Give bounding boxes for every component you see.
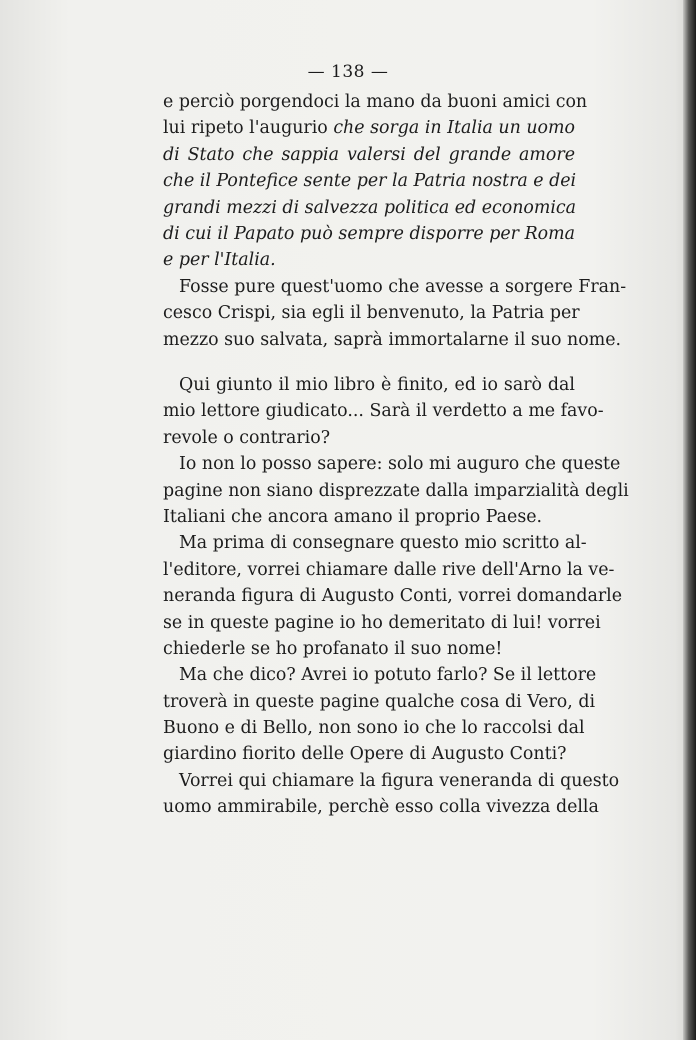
text-line: e perciò porgendoci la mano da buoni amici con	[163, 92, 588, 112]
paragraph-block-2	[163, 372, 629, 821]
text-segment: che sorga in Italia un uomo	[333, 118, 575, 139]
text-line: Ma prima di consegnare questo mio scritto al-	[179, 533, 587, 554]
text-line: e per l'Italia.	[163, 250, 276, 271]
text-segment: lui ripeto l'augurio	[163, 118, 334, 139]
text-line: Vorrei qui chiamare la figura veneranda di questo	[179, 770, 620, 791]
page-edge-shadow	[683, 0, 696, 1040]
text-line: che il Pontefice sente per la Patria nostra e dei	[163, 171, 577, 192]
text-line: giardino fiorito delle Opere di Augusto Conti?	[163, 744, 567, 765]
text-line: troverà in queste pagine qualche cosa di Vero, di	[163, 691, 596, 712]
text-line: grandi mezzi di salvezza politica ed economica	[163, 197, 577, 218]
text-line: mio lettore giudicato... Sarà il verdetto a me favo-	[163, 401, 604, 422]
text-line: di cui il Papato può sempre disporre per Roma	[163, 223, 575, 244]
text-line: l'editore, vorrei chiamare dalle rive dell'Arno la ve-	[163, 559, 615, 580]
text-line: uomo ammirabile, perchè esso colla vivezza della	[163, 797, 599, 818]
text-line: di Stato che sappia valersi del grande amore	[163, 144, 575, 165]
text-line: Buono e di Bello, non sono io che lo raccolsi dal	[163, 718, 585, 739]
text-line: chiederle se ho profanato il suo nome!	[163, 638, 503, 659]
text-line: Ma che dico? Avrei io potuto farlo? Se il lettore	[179, 665, 597, 686]
text-line: se in queste pagine io ho demeritato di lui! vorrei	[163, 612, 601, 633]
text-line: revole o contrario?	[163, 427, 331, 448]
text-line	[163, 115, 575, 141]
text-line: Io non lo posso sapere: solo mi auguro che queste	[179, 454, 621, 475]
paragraph-block-1	[163, 89, 627, 353]
text-line: cesco Crispi, sia egli il benvenuto, la Patria per	[163, 303, 580, 324]
text-line: Fosse pure quest'uomo che avesse a sorgere Fran-	[179, 276, 627, 297]
text-line: pagine non siano disprezzate dalla imparzialità degli	[163, 480, 629, 501]
text-line: neranda figura di Augusto Conti, vorrei domandarle	[163, 586, 622, 607]
text-line: Italiani che ancora amano il proprio Paese.	[163, 506, 543, 527]
page-number: — 138 —	[307, 62, 389, 82]
text-line: mezzo suo salvata, saprà immortalarne il suo nome.	[163, 329, 622, 350]
text-line: Qui giunto il mio libro è finito, ed io sarò dal	[179, 375, 575, 395]
